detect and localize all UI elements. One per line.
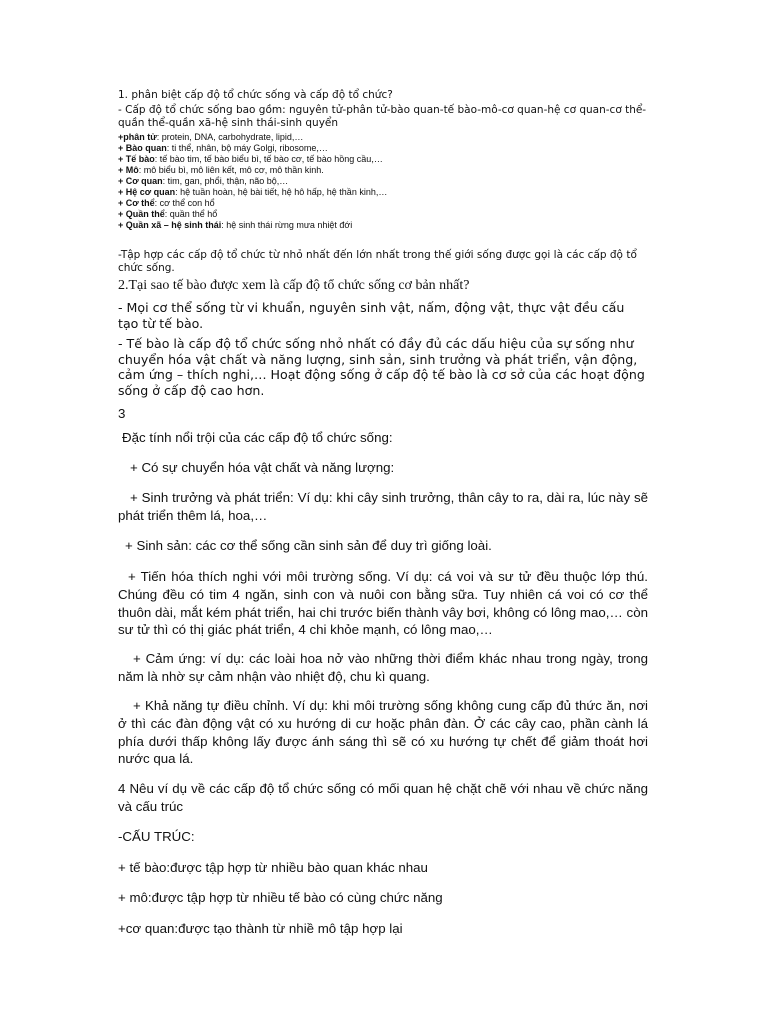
list-item-text: : hệ sinh thái rừng mưa nhiệt đới <box>221 220 353 230</box>
list-item-label: + Cơ quan <box>118 176 163 186</box>
section1-heading: 1. phân biệt cấp độ tổ chức sống và cấp độ tổ chức? <box>118 89 393 101</box>
list-item <box>118 132 658 143</box>
section3-heading: Đặc tính nổi trội của các cấp độ tổ chức sống: <box>122 430 393 445</box>
list-item-label: + Hệ cơ quan <box>118 187 176 197</box>
list-item <box>118 209 658 220</box>
section3-item-self-regulation: + Khả năng tự điều chỉnh. Ví dụ: khi môi trường sống không cung cấp đủ thức ăn, nơi ở thì các đàn động vật có xu hướng di cư hoặc phân đàn. Ở các cây cao, phần cành lá phía dưới thấp không lấy được ánh sáng thì sẽ có xu hướng tự chết để giảm thoát hơi nước qua lá. <box>118 698 648 767</box>
section4-item-organ: +cơ quan:được tạo thành từ nhiề mô tập hợp lại <box>118 921 403 936</box>
list-item <box>118 143 658 154</box>
list-item-text: : quần thể hổ <box>164 209 218 219</box>
section1-intro: - Cấp độ tổ chức sống bao gồm: nguyên tử-phân tử-bào quan-tế bào-mô-cơ quan-hệ cơ quan-cơ thể-quần thể-quần xã-hệ sinh thái-sinh quyển <box>118 104 647 129</box>
section4-structure-label: -CẤU TRÚC: <box>118 829 195 844</box>
section3-item-evolution: + Tiến hóa thích nghi với môi trường sống. Ví dụ: cá voi và sư tử đều thuộc lớp thú. Chúng đều có tim 4 ngăn, sinh con và nuôi con bằng sữa. Tuy nhiên cá voi có cơ thể thuôn dài, mắt kém phát triển, hai chi trước biến thành vây bơi, không có lông mao,… còn sư tử thì có thị giác phát triển, 4 chi khỏe mạnh, có lông mao,… <box>118 569 648 638</box>
list-item <box>118 220 658 231</box>
list-item <box>118 165 658 176</box>
list-item <box>118 154 658 165</box>
list-item-label: + Cơ thể <box>118 198 155 208</box>
section3-number: 3 <box>118 406 126 421</box>
section4-item-tissue: + mô:được tập hợp từ nhiều tế bào có cùng chức năng <box>118 890 443 905</box>
list-item <box>118 176 658 187</box>
list-item-label: +phân tử <box>118 132 157 142</box>
list-item-text: : protein, DNA, carbohydrate, lipid,… <box>156 132 304 142</box>
list-item-label: + Quần xã – hệ sinh thái <box>118 220 222 230</box>
section2-heading: 2.Tại sao tế bào được xem là cấp độ tổ chức sống cơ bản nhất? <box>118 278 470 293</box>
list-item-text: : tế bào tim, tế bào biểu bì, tế bào cơ, tế bào hồng cầu,… <box>154 154 383 164</box>
level-list <box>118 132 658 231</box>
section3-item-metabolism: + Có sự chuyển hóa vật chất và năng lượng: <box>130 460 395 475</box>
list-item-label: + Tế bào <box>118 154 155 164</box>
section4-heading: 4 Nêu ví dụ về các cấp độ tổ chức sống có mối quan hệ chặt chẽ với nhau về chức năng và cấu trúc <box>118 781 648 814</box>
list-item-label: + Mô <box>118 165 139 175</box>
section1-conclusion: -Tập hợp các cấp độ tổ chức từ nhỏ nhất đến lớn nhất trong thế giới sống được gọi là các cấp độ tổ chức sống. <box>118 249 637 274</box>
section3-item-reproduction: + Sinh sản: các cơ thể sống cần sinh sản để duy trì giống loài. <box>125 538 492 553</box>
section3-item-growth: + Sinh trưởng và phát triển: Ví dụ: khi cây sinh trưởng, thân cây to ra, dài ra, lúc này sẽ phát triển thêm lá, hoa,… <box>118 490 648 523</box>
list-item-text: : ti thể, nhân, bộ máy Golgi, ribosome,… <box>166 143 328 153</box>
list-item <box>118 198 658 209</box>
section3-item-response: + Cảm ứng: ví dụ: các loài hoa nở vào những thời điểm khác nhau trong ngày, trong năm là nhờ sự cảm nhận vào nhiệt độ, chu kì quang. <box>118 651 648 684</box>
section2-para2: - Tế bào là cấp độ tổ chức sống nhỏ nhất có đầy đủ các dấu hiệu của sự sống như chuyển hóa vật chất và năng lượng, sinh sản, sinh trưởng và phát triển, vận động, cảm ứng – thích nghi,… Hoạt động sống ở cấp độ tế bào là cơ sở của các hoạt động sống ở cấp độ cao hơn. <box>118 336 645 398</box>
list-item-text: : cơ thể con hổ <box>154 198 215 208</box>
list-item-text: : mô biểu bì, mô liên kết, mô cơ, mô thần kinh. <box>138 165 324 175</box>
list-item <box>118 187 658 198</box>
list-item-label: + Bào quan <box>118 143 167 153</box>
list-item-text: : hệ tuần hoàn, hệ bài tiết, hệ hô hấp, hệ thần kinh,… <box>175 187 388 197</box>
section4-item-cell: + tế bào:được tập hợp từ nhiều bào quan khác nhau <box>118 860 428 875</box>
list-item-label: + Quần thể <box>118 209 165 219</box>
list-item-text: : tim, gan, phổi, thận, não bộ,… <box>162 176 289 186</box>
section2-para1: - Mọi cơ thể sống từ vi khuẩn, nguyên sinh vật, nấm, động vật, thực vật đều cấu tạo từ tế bào. <box>118 300 625 331</box>
